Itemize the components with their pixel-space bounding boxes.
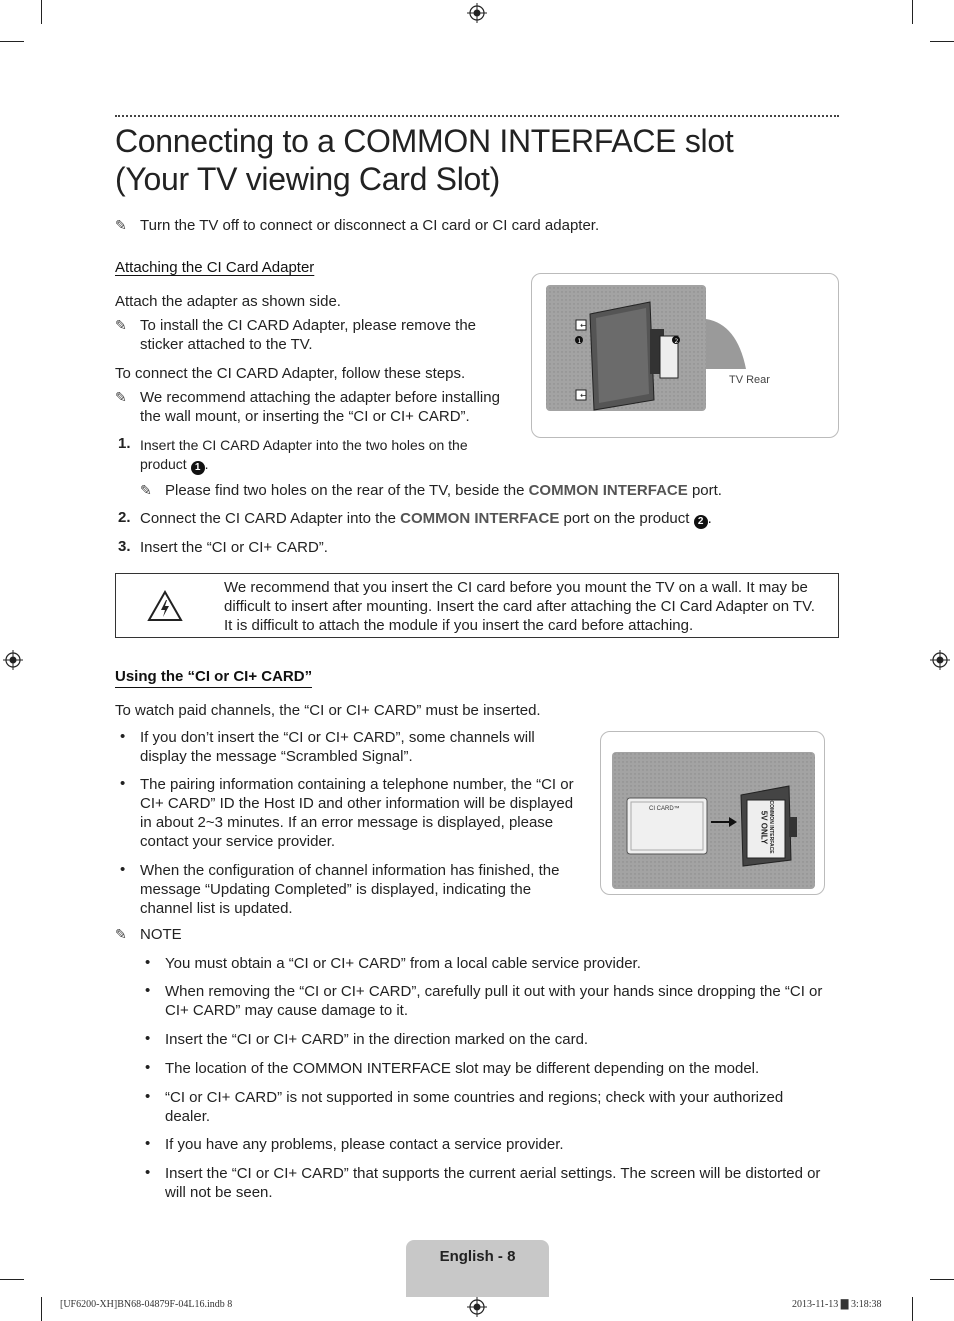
note-line: To install the CI CARD Adapter, please remove the	[140, 317, 477, 334]
pencil-icon: ✎	[115, 217, 127, 233]
step-3: Insert the “CI or CI+ CARD”.	[140, 539, 328, 556]
marker-2-icon: 2	[694, 515, 708, 529]
registration-mark-icon	[467, 1297, 487, 1317]
section-heading-adapter: Attaching the CI Card Adapter	[115, 259, 315, 276]
marker-1-icon: 1	[191, 461, 205, 475]
note-item: Insert the “CI or CI+ CARD” that supports the current aerial settings. The screen will be distorted or	[165, 1165, 821, 1182]
crop-mark	[930, 41, 954, 42]
paragraph: To connect the CI CARD Adapter, follow these steps.	[115, 365, 466, 382]
step-1-line-2: product 1 .	[140, 456, 209, 473]
note-item: When removing the “CI or CI+ CARD”, carefully pull it out with your hands since dropping the “CI or	[165, 983, 823, 1000]
registration-mark-icon	[3, 650, 23, 670]
warning-triangle-icon	[147, 590, 183, 622]
note-item: You must obtain a “CI or CI+ CARD” from a local cable service provider.	[165, 955, 641, 972]
print-slug-right: 2013-11-13 ▇ 3:18:38	[792, 1299, 882, 1310]
ci-card-figure	[600, 731, 825, 895]
step-2-bold: COMMON INTERFACE	[400, 510, 560, 527]
caution-text	[224, 578, 829, 635]
step-2-pre: Connect the CI CARD Adapter into the	[140, 510, 396, 527]
step-2: Connect the CI CARD Adapter into the COMMON INTERFACE port on the product 2 .	[140, 510, 712, 527]
caution-box	[115, 573, 839, 638]
registration-mark-icon	[930, 650, 950, 670]
note-top: Turn the TV off to connect or disconnect a CI card or CI card adapter.	[140, 217, 600, 234]
page-number-tab	[406, 1240, 549, 1297]
print-slug-left: [UF6200-XH]BN68-04879F-04L16.indb 8	[60, 1299, 233, 1310]
tv-rear-figure	[531, 273, 839, 438]
note-item: dealer.	[165, 1108, 211, 1125]
bullet: •	[145, 1030, 151, 1047]
section-heading-card: Using the “CI or CI+ CARD”	[115, 668, 312, 688]
note-label: NOTE	[140, 926, 182, 943]
bullet-line: message “Updating Completed” is displayed, indicating the	[140, 881, 532, 898]
bullet-line: in about 2~3 minutes. If an error message is displayed, please	[140, 814, 554, 831]
note-item: If you have any problems, please contact a service provider.	[165, 1136, 564, 1153]
step-2-post: port on the product	[563, 510, 690, 527]
5v-only-label: 5V ONLY	[759, 810, 769, 845]
crop-mark	[0, 41, 24, 42]
bullet-line: If you don’t insert the “CI or CI+ CARD”, some channels will	[140, 729, 535, 746]
step-number: 2.	[118, 509, 131, 526]
bullet-line: The pairing information containing a telephone number, the “CI or	[140, 776, 574, 793]
bullet: •	[145, 1135, 151, 1152]
paragraph: Attach the adapter as shown side.	[115, 293, 341, 310]
bullet-line: When the configuration of channel information has finished, the	[140, 862, 560, 879]
pencil-icon: ✎	[140, 482, 152, 498]
bullet: •	[145, 1164, 151, 1181]
svg-text:2: 2	[674, 338, 679, 345]
note-item: The location of the COMMON INTERFACE slot may be different depending on the model.	[165, 1060, 760, 1077]
pencil-icon: ✎	[115, 926, 127, 942]
bullet: •	[145, 1088, 151, 1105]
svg-text:←: ←	[580, 321, 587, 330]
figure-caption: TV Rear	[729, 374, 770, 386]
paragraph: To watch paid channels, the “CI or CI+ CARD” must be inserted.	[115, 702, 541, 719]
note-line: the wall mount, or inserting the “CI or CI+ CARD”.	[140, 408, 470, 425]
svg-text:1: 1	[577, 338, 582, 345]
bullet-line: channel list is updated.	[140, 900, 293, 917]
note-line: sticker attached to the TV.	[140, 336, 313, 353]
step-1-note	[165, 481, 722, 500]
step-number: 3.	[118, 538, 131, 555]
crop-mark	[930, 1279, 954, 1280]
pencil-icon: ✎	[115, 317, 127, 333]
title-line-2: (Your TV viewing Card Slot)	[115, 161, 500, 197]
crop-mark	[41, 0, 42, 24]
crop-mark	[41, 1297, 42, 1321]
step-1-note-post: port.	[691, 482, 722, 499]
bullet-line: contact your service provider.	[140, 833, 336, 850]
bullet: •	[145, 1059, 151, 1076]
note-item: CI+ CARD” may cause damage to it.	[165, 1002, 409, 1019]
ci-card-label: CI CARD™	[649, 806, 680, 812]
crop-mark	[912, 1297, 913, 1321]
note-item: Insert the “CI or CI+ CARD” in the direction marked on the card.	[165, 1031, 589, 1048]
step-1-note-bold: COMMON INTERFACE	[528, 482, 688, 499]
step-number: 1.	[118, 435, 131, 452]
ci-card-illustration	[601, 732, 826, 896]
bullet-line: CI+ CARD” ID the Host ID and other information will be displayed	[140, 795, 574, 812]
page-title	[115, 122, 835, 198]
bullet-line: display the message “Scrambled Signal”.	[140, 748, 413, 765]
step-1-note-pre: Please find two holes on the rear of the TV, beside the	[165, 482, 525, 499]
caution-line: We recommend that you insert the CI card before you mount the TV on a wall. It may be	[224, 579, 808, 596]
note-line: We recommend attaching the adapter before installing	[140, 389, 500, 406]
bullet: •	[120, 728, 126, 745]
page-number: English - 8	[439, 1248, 516, 1265]
common-interface-label: COMMON INTERFACE	[768, 800, 774, 854]
bullet: •	[120, 775, 126, 792]
pencil-icon: ✎	[115, 389, 127, 405]
crop-mark	[912, 0, 913, 24]
bullet: •	[145, 982, 151, 999]
svg-text:←: ←	[580, 391, 587, 400]
caution-line: difficult to insert after mounting. Insert the card after attaching the CI Card Adapter on TV.	[224, 598, 815, 615]
step-1-text: product	[140, 456, 187, 472]
note-item: “CI or CI+ CARD” is not supported in some countries and regions; check with your authorized	[165, 1089, 784, 1106]
note-item: will not be seen.	[165, 1184, 273, 1201]
caution-line: It is difficult to attach the module if you insert the card before attaching.	[224, 617, 694, 634]
bullet: •	[145, 954, 151, 971]
title-rule	[115, 115, 839, 117]
registration-mark-icon	[467, 3, 487, 23]
step-1-line-1: Insert the CI CARD Adapter into the two holes on the	[140, 437, 468, 453]
title-line-1: Connecting to a COMMON INTERFACE slot	[115, 123, 734, 159]
crop-mark	[0, 1279, 24, 1280]
ci-adapter-illustration	[532, 274, 840, 439]
bullet: •	[120, 861, 126, 878]
